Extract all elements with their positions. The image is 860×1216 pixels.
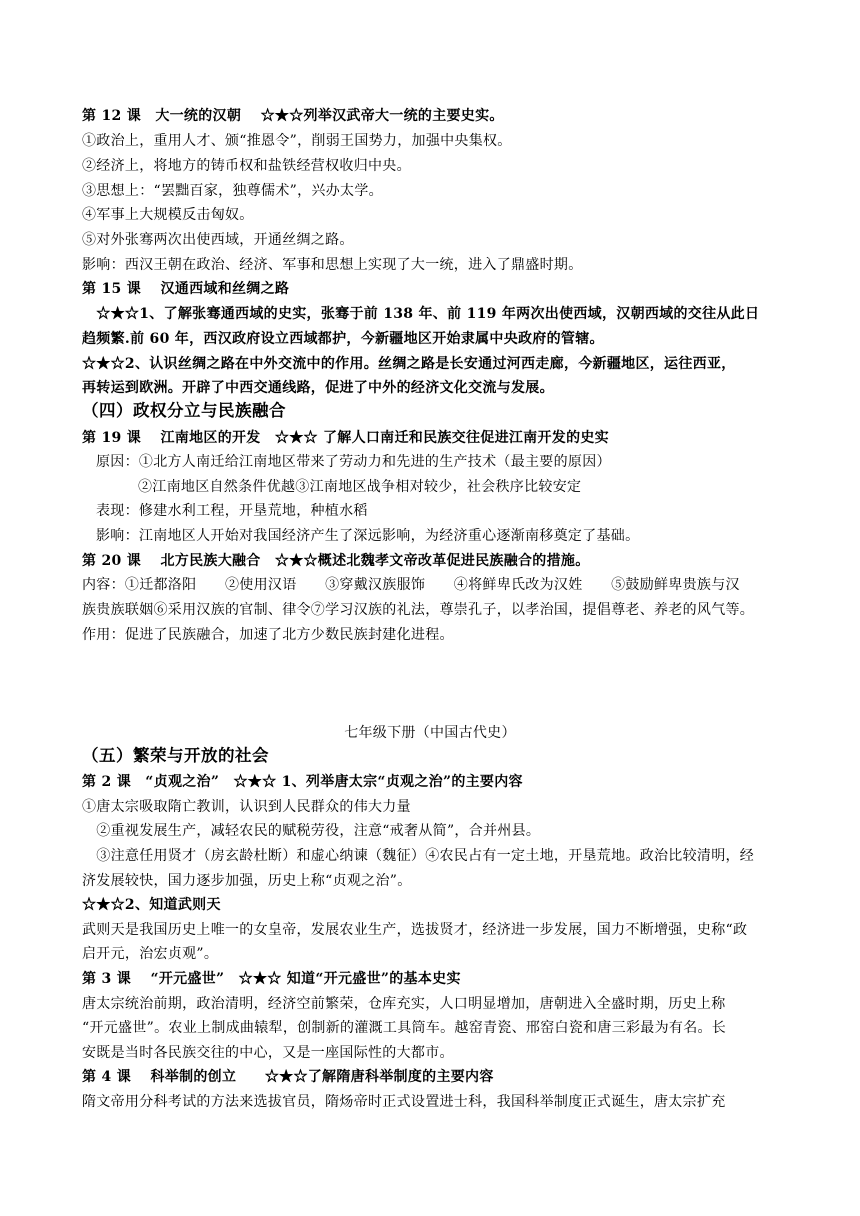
part-title: 七年级下册（中国古代史） bbox=[344, 725, 516, 741]
lesson20-line-3: 作用：促进了民族融合，加速了北方少数民族封建化进程。 bbox=[82, 627, 454, 643]
lesson3-line-1: 唐太宗统治前期，政治清明，经济空前繁荣，仓库充实，人口明显增加，唐朝进入全盛时期，历史上称 bbox=[82, 996, 726, 1012]
lesson15-line-4: 再转运到欧洲。开辟了中西交通线路，促进了中外的经济文化交流与发展。 bbox=[82, 380, 554, 396]
lesson12-line-3: ③思想上：“罢黜百家，独尊儒术”，兴办太学。 bbox=[82, 183, 383, 199]
lesson12-line-1: ①政治上，重用人才、颁“推恩令”，削弱王国势力，加强中央集权。 bbox=[82, 133, 512, 149]
lesson2-heading: 第 2 课 “贞观之治” ☆★☆ 1、列举唐太宗“贞观之治”的主要内容 bbox=[82, 774, 523, 790]
lesson19-line-1: 原因：①北方人南迁给江南地区带来了劳动力和先进的生产技术（最主要的原因） bbox=[96, 454, 611, 470]
lesson12-line-4: ④军事上大规模反击匈奴。 bbox=[82, 207, 254, 223]
lesson20-heading: 第 20 课 北方民族大融合 ☆★☆概述北魏孝文帝改革促进民族融合的措施。 bbox=[82, 553, 590, 569]
lesson15-heading: 第 15 课 汉通西域和丝绸之路 bbox=[82, 281, 290, 297]
lesson2-sub-line-1: 武则天是我国历史上唯一的女皇帝，发展农业生产，选拔贤才，经济进一步发展，国力不断增强，史称“政 bbox=[82, 922, 748, 938]
lesson2-sub-heading: ☆★☆2、知道武则天 bbox=[82, 897, 221, 913]
lesson4-heading: 第 4 课 科举制的创立 ☆★☆了解隋唐科举制度的主要内容 bbox=[82, 1069, 494, 1085]
section-4-title: （四）政权分立与民族融合 bbox=[82, 401, 286, 420]
lesson2-line-4: 济发展较快，国力逐步加强，历史上称“贞观之治”。 bbox=[82, 873, 412, 889]
lesson19-line-4: 影响：江南地区人开始对我国经济产生了深远影响，为经济重心逐渐南移奠定了基础。 bbox=[96, 528, 640, 544]
lesson15-line-2: 趋频繁.前 60 年，西汉政府设立西域都护，今新疆地区开始隶属中央政府的管辖。 bbox=[82, 331, 604, 347]
lesson3-line-2: “开元盛世”。农业上制成曲辕犁，创制新的灌溉工具筒车。越窑青瓷、邢窑白瓷和唐三彩最为有名。长 bbox=[82, 1020, 727, 1036]
lesson19-line-3: 表现：修建水利工程，开垦荒地，种植水稻 bbox=[96, 503, 368, 519]
lesson2-sub-line-2: 启开元，治宏贞观”。 bbox=[82, 946, 219, 962]
lesson2-line-1: ①唐太宗吸取隋亡教训，认识到人民群众的伟大力量 bbox=[82, 799, 411, 815]
lesson12-line-2: ②经济上，将地方的铸币权和盐铁经营权收归中央。 bbox=[82, 158, 411, 174]
lesson20-line-2: 族贵族联姻⑥采用汉族的官制、律令⑦学习汉族的礼法，尊崇孔子，以孝治国，提倡尊老、养老的风气等。 bbox=[82, 602, 755, 618]
lesson19-line-2: ②江南地区自然条件优越③江南地区战争相对较少，社会秩序比较安定 bbox=[138, 479, 582, 495]
lesson15-line-3: ☆★☆2、认识丝绸之路在中外交流中的作用。丝绸之路是长安通过河西走廊，今新疆地区，运往西亚， bbox=[82, 356, 736, 372]
lesson20-line-1: 内容：①迁都洛阳 ②使用汉语 ③穿戴汉族服饰 ④将鲜卑氏改为汉姓 ⑤鼓励鲜卑贵族与汉 bbox=[82, 577, 740, 593]
lesson2-line-3: ③注意任用贤才（房玄龄杜断）和虚心纳谏（魏征）④农民占有一定土地，开垦荒地。政治比较清明，经 bbox=[82, 848, 755, 864]
lesson3-line-3: 安既是当时各民族交往的中心，又是一座国际性的大都市。 bbox=[82, 1045, 454, 1061]
lesson4-line-1: 隋文帝用分科考试的方法来选拔官员，隋炀帝时正式设置进士科，我国科举制度正式诞生，唐太宗扩充 bbox=[82, 1094, 726, 1110]
lesson3-heading: 第 3 课 “开元盛世” ☆★☆ 知道“开元盛世”的基本史实 bbox=[82, 971, 461, 987]
lesson19-heading: 第 19 课 江南地区的开发 ☆★☆ 了解人口南迁和民族交往促进江南开发的史实 bbox=[82, 430, 609, 446]
lesson2-line-2: ②重视发展生产，减轻农民的赋税劳役，注意“戒奢从简”，合并州县。 bbox=[82, 823, 541, 839]
lesson12-line-6: 影响：西汉王朝在政治、经济、军事和思想上实现了大一统，进入了鼎盛时期。 bbox=[82, 257, 583, 273]
lesson12-heading: 第 12 课 大一统的汉朝 ☆★☆列举汉武帝大一统的主要史实。 bbox=[82, 108, 504, 124]
section-5-title: （五）繁荣与开放的社会 bbox=[82, 746, 269, 765]
lesson12-line-5: ⑤对外张骞两次出使西域，开通丝绸之路。 bbox=[82, 232, 354, 248]
lesson15-line-1: ☆★☆1、了解张骞通西域的史实，张骞于前 138 年、前 119 年两次出使西域，汉朝西域的交往从此日 bbox=[82, 306, 760, 322]
